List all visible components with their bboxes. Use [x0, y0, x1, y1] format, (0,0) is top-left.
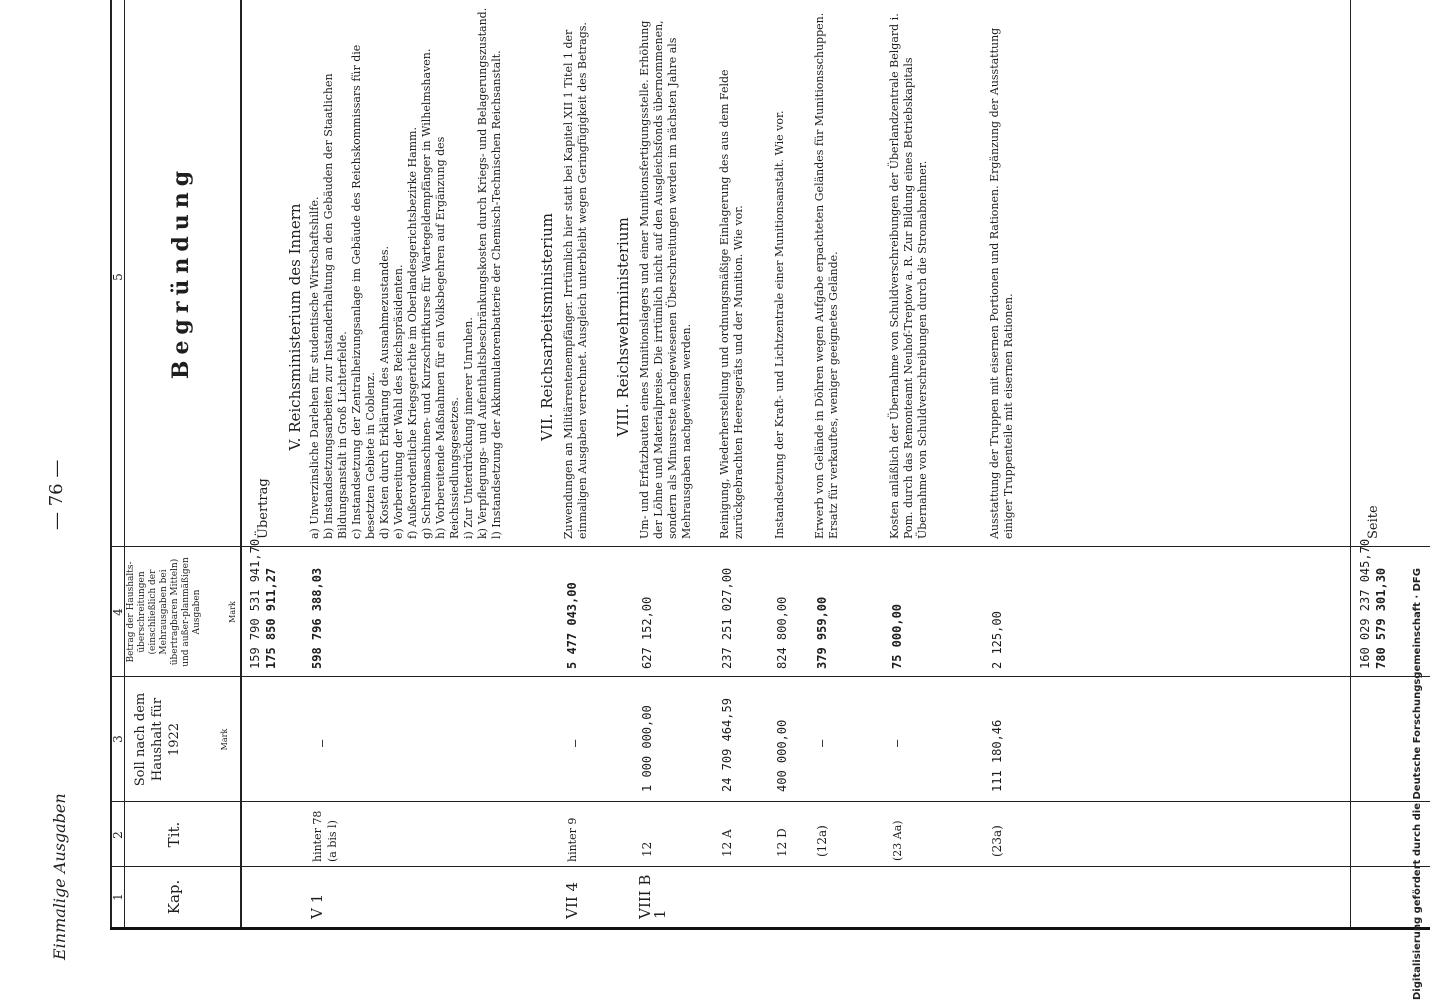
list-item: d) Kosten durch Erklärung des Ausnahmezustandes. [378, 246, 391, 539]
soll-value: — [890, 739, 904, 747]
total-amount-2: 780 579 301,30 [1374, 567, 1388, 669]
kap-value: VIII B 1 [636, 874, 669, 919]
section-text: Zuwendungen an Militärrentenempfänger. Irrtümlich hier statt bei Kapitel XII 1 Titel 1 der einmaligen Ausgaben verrechnet. Ausgleich unterbleibt wegen Geringfügigkeit des Betrags. [562, 22, 589, 539]
row-text: Kosten anläßlich der Übernahme von Schuldverschreibungen der Überlandzentrale Belgard i. Pom. durch das Remonteamt Neuhof-Treptow a. R. Zur Bildung eines Betriebskapitals Übernahme von Schuldverschreibungen durch die Stromabnehmer. [888, 13, 929, 539]
page-number: — 76 — [46, 459, 67, 530]
total-label: Seite [1366, 505, 1381, 539]
betrag-value: 5 477 043,00 [565, 582, 579, 669]
section-heading: V. Reichsministerium des Innern [286, 203, 304, 451]
tit-header: Tit. [165, 821, 183, 848]
betrag-unit: Mark [228, 601, 237, 623]
section-items [308, 4, 504, 539]
row-text: Erwerb von Gelände in Döhren wegen Aufgabe erpachteten Geländes für Munitionsschuppen. Ersatz für verkauftes, weniger geeignetes Gelände. [813, 12, 840, 539]
kap-value: VII 4 [563, 882, 581, 919]
tit-value: hinter 9 [566, 817, 579, 862]
list-item: l) Instandsetzung der Akkumulatorenbatterie der Chemisch-Technischen Reichsanstalt. [490, 50, 503, 539]
list-item: a) Unverzinsliche Darlehen für studentische Wirtschaftshilfe. [308, 196, 321, 539]
betrag-value: 237 251 027,00 [720, 567, 734, 669]
row-text: Um- und Erfatzbauten eines Munitionslagers und einer Munitionsfertigungsstelle. Erhöhung der Löhne und Materialpreise. Die irrtümlich nicht auf den Ausgleichsfonds übernommenen, sondern als Minusreste nachgewiesenen Überschreitungen werden im nächsten Jahre als Mehrausgaben nachgewiesen werden. [638, 20, 693, 539]
list-item: b) Instandsetzungsarbeiten zur Instanderhaltung an den Gebäuden der Staatlichen Bildungsanstalt in Groß Lichterfelde. [322, 73, 349, 539]
kap-value: V 1 [308, 893, 326, 919]
column-number: 1 [111, 893, 125, 901]
betrag-header: Betrag der Haushalts-überschreitungen (einschließlich der Mehrausgaben bei übertragbaren Mitteln) und außer-planmäßigen Ausgaben [126, 557, 202, 667]
document-page [40, 7, 1388, 960]
soll-value: 111 180,46 [990, 719, 1004, 792]
soll-value: — [568, 739, 582, 747]
column-number: 4 [111, 608, 125, 616]
section-heading: VII. Reichsarbeitsministerium [538, 213, 556, 441]
list-item: k) Verpflegungs- und Aufenthaltsbeschränkungskosten durch Kriegs- und Belagerungszustand. [476, 7, 489, 539]
list-item: h) Vorbereitende Maßnahmen für ein Volksbegehren auf Ergänzung des Reichssiedlungsgesetzes. [434, 136, 461, 539]
row-text: Reinigung, Wiederherstellung und ordnungsmäßige Einlagerung des aus dem Felde zurückgebrachten Heeresgeräts und der Munition. Wie vor. [718, 69, 745, 539]
carry-label: Übertrag [256, 478, 271, 539]
tit-value: 12 [640, 841, 654, 857]
section-title: Einmalige Ausgaben [50, 793, 69, 960]
tit-value: (12a) [815, 825, 829, 857]
carry-amount-1: 159 790 531 941,70 [248, 538, 262, 669]
tit-value: 12 D [775, 828, 789, 857]
row-text: Instandsetzung der Kraft- und Lichtzentrale einer Munitionsanstalt. Wie vor. [773, 110, 786, 539]
betrag-value: 379 959,00 [815, 596, 829, 669]
betrag-value: 627 152,00 [640, 596, 654, 669]
dfg-credit: Digitalisierung gefördert durch die Deutsche Forschungsgemeinschaft · DFG [1412, 568, 1423, 1000]
betrag-value: 2 125,00 [990, 611, 1004, 669]
tit-value: hinter 78 (a bis l) [311, 810, 339, 862]
soll-value: 1 000 000,00 [640, 705, 654, 792]
dfg-sidebar [1412, 10, 1430, 1000]
betrag-value: 598 796 388,03 [310, 567, 324, 669]
soll-value: — [315, 739, 329, 747]
tit-value: (23 Aa) [891, 820, 904, 861]
kap-header: Kap. [165, 879, 183, 915]
list-item: f) Außerordentliche Kriegsgerichte im Oberlandesgerichtsbezirke Hamm. [406, 127, 419, 539]
list-item: e) Vorbereitung der Wahl des Reichspräsidenten. [392, 264, 405, 539]
list-item: g) Schreibmaschinen- und Kurzschriftkurse für Wartegeldempfänger in Wilhelmshaven. [420, 48, 433, 539]
betrag-value: 824 800,00 [775, 596, 789, 669]
column-number: 5 [111, 273, 125, 281]
soll-value: — [815, 739, 829, 747]
section-heading: VIII. Reichswehrministerium [614, 217, 632, 437]
betrag-value: 75 000,00 [890, 603, 904, 669]
list-item: i) Zur Unterdrückung innerer Unruhen. [462, 317, 475, 539]
column-number: 3 [111, 735, 125, 743]
soll-unit: Mark [220, 728, 229, 751]
begruendung-header: Begründung [168, 164, 194, 380]
row-text: Ausstattung der Truppen mit eisernen Portionen und Rationen. Ergänzung der Ausstattung einiger Truppenteile mit eisernen Rationen. [988, 27, 1015, 539]
tit-value: (23a) [990, 825, 1004, 857]
budget-table [110, 0, 1430, 930]
soll-header: Soll nach dem Haushalt für 1922 [133, 692, 182, 787]
list-item: c) Instandsetzung der Zentralheizungsanlage im Gebäude des Reichskommissars für die besetzten Gebiete in Coblenz. [350, 44, 377, 539]
column-number: 2 [111, 831, 125, 839]
tit-value: 12 A [720, 829, 734, 857]
carry-amount-2: 175 850 911,27 [264, 567, 278, 669]
soll-value: 24 709 464,59 [720, 698, 734, 792]
soll-value: 400 000,00 [775, 719, 789, 792]
total-amount-1: 160 029 237 045,70 [1358, 538, 1372, 669]
